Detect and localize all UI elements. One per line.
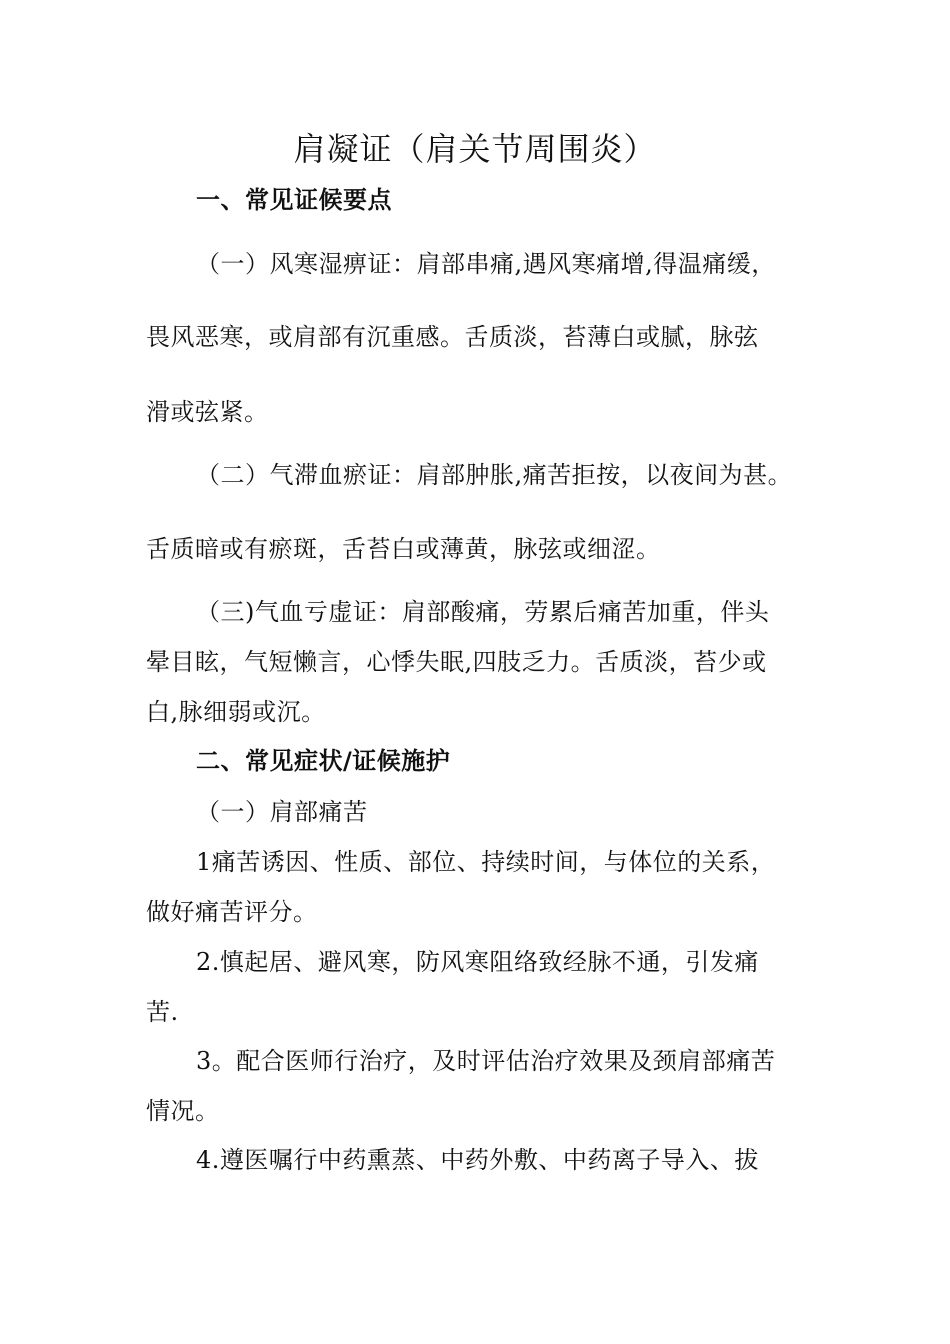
paragraph-line: 情况。 — [146, 1097, 220, 1125]
paragraph-line: （三)气血亏虚证：肩部酸痛，劳累后痛苦加重，伴头 — [196, 598, 770, 626]
paragraph-line: 1痛苦诱因、性质、部位、持续时间，与体位的关系， — [196, 848, 776, 876]
document-title: 肩凝证（肩关节周围炎） — [293, 130, 657, 168]
paragraph-line: （二）气滞血瘀证：肩部肿胀,痛苦拒按，以夜间为甚。 — [196, 461, 793, 489]
section1-heading: 一、常见证候要点 — [196, 186, 392, 214]
paragraph-line: （一）肩部痛苦 — [196, 798, 368, 826]
section2-heading: 二、常见症状/证候施护 — [196, 747, 451, 775]
paragraph-line: （一）风寒湿痹证：肩部串痛,遇风寒痛增,得温痛缓， — [196, 250, 776, 278]
paragraph-line: 滑或弦紧。 — [146, 398, 269, 426]
paragraph-line: 白,脉细弱或沉。 — [146, 698, 326, 726]
paragraph-line: 做好痛苦评分。 — [146, 898, 318, 926]
paragraph-line: 2.慎起居、避风寒，防风寒阻络致经脉不通，引发痛 — [196, 948, 759, 976]
paragraph-line: 苦. — [146, 998, 179, 1026]
paragraph-line: 舌质暗或有瘀斑，舌苔白或薄黄，脉弦或细涩。 — [146, 535, 661, 563]
paragraph-line: 晕目眩，气短懒言，心悸失眠,四肢乏力。舌质淡，苔少或 — [146, 648, 767, 676]
paragraph-line: 畏风恶寒，或肩部有沉重感。舌质淡，苔薄白或腻，脉弦 — [146, 323, 759, 351]
paragraph-line: 3。配合医师行治疗，及时评估治疗效果及颈肩部痛苦 — [196, 1047, 776, 1075]
paragraph-line: 4.遵医嘱行中药熏蒸、中药外敷、中药离子导入、拔 — [196, 1146, 759, 1174]
